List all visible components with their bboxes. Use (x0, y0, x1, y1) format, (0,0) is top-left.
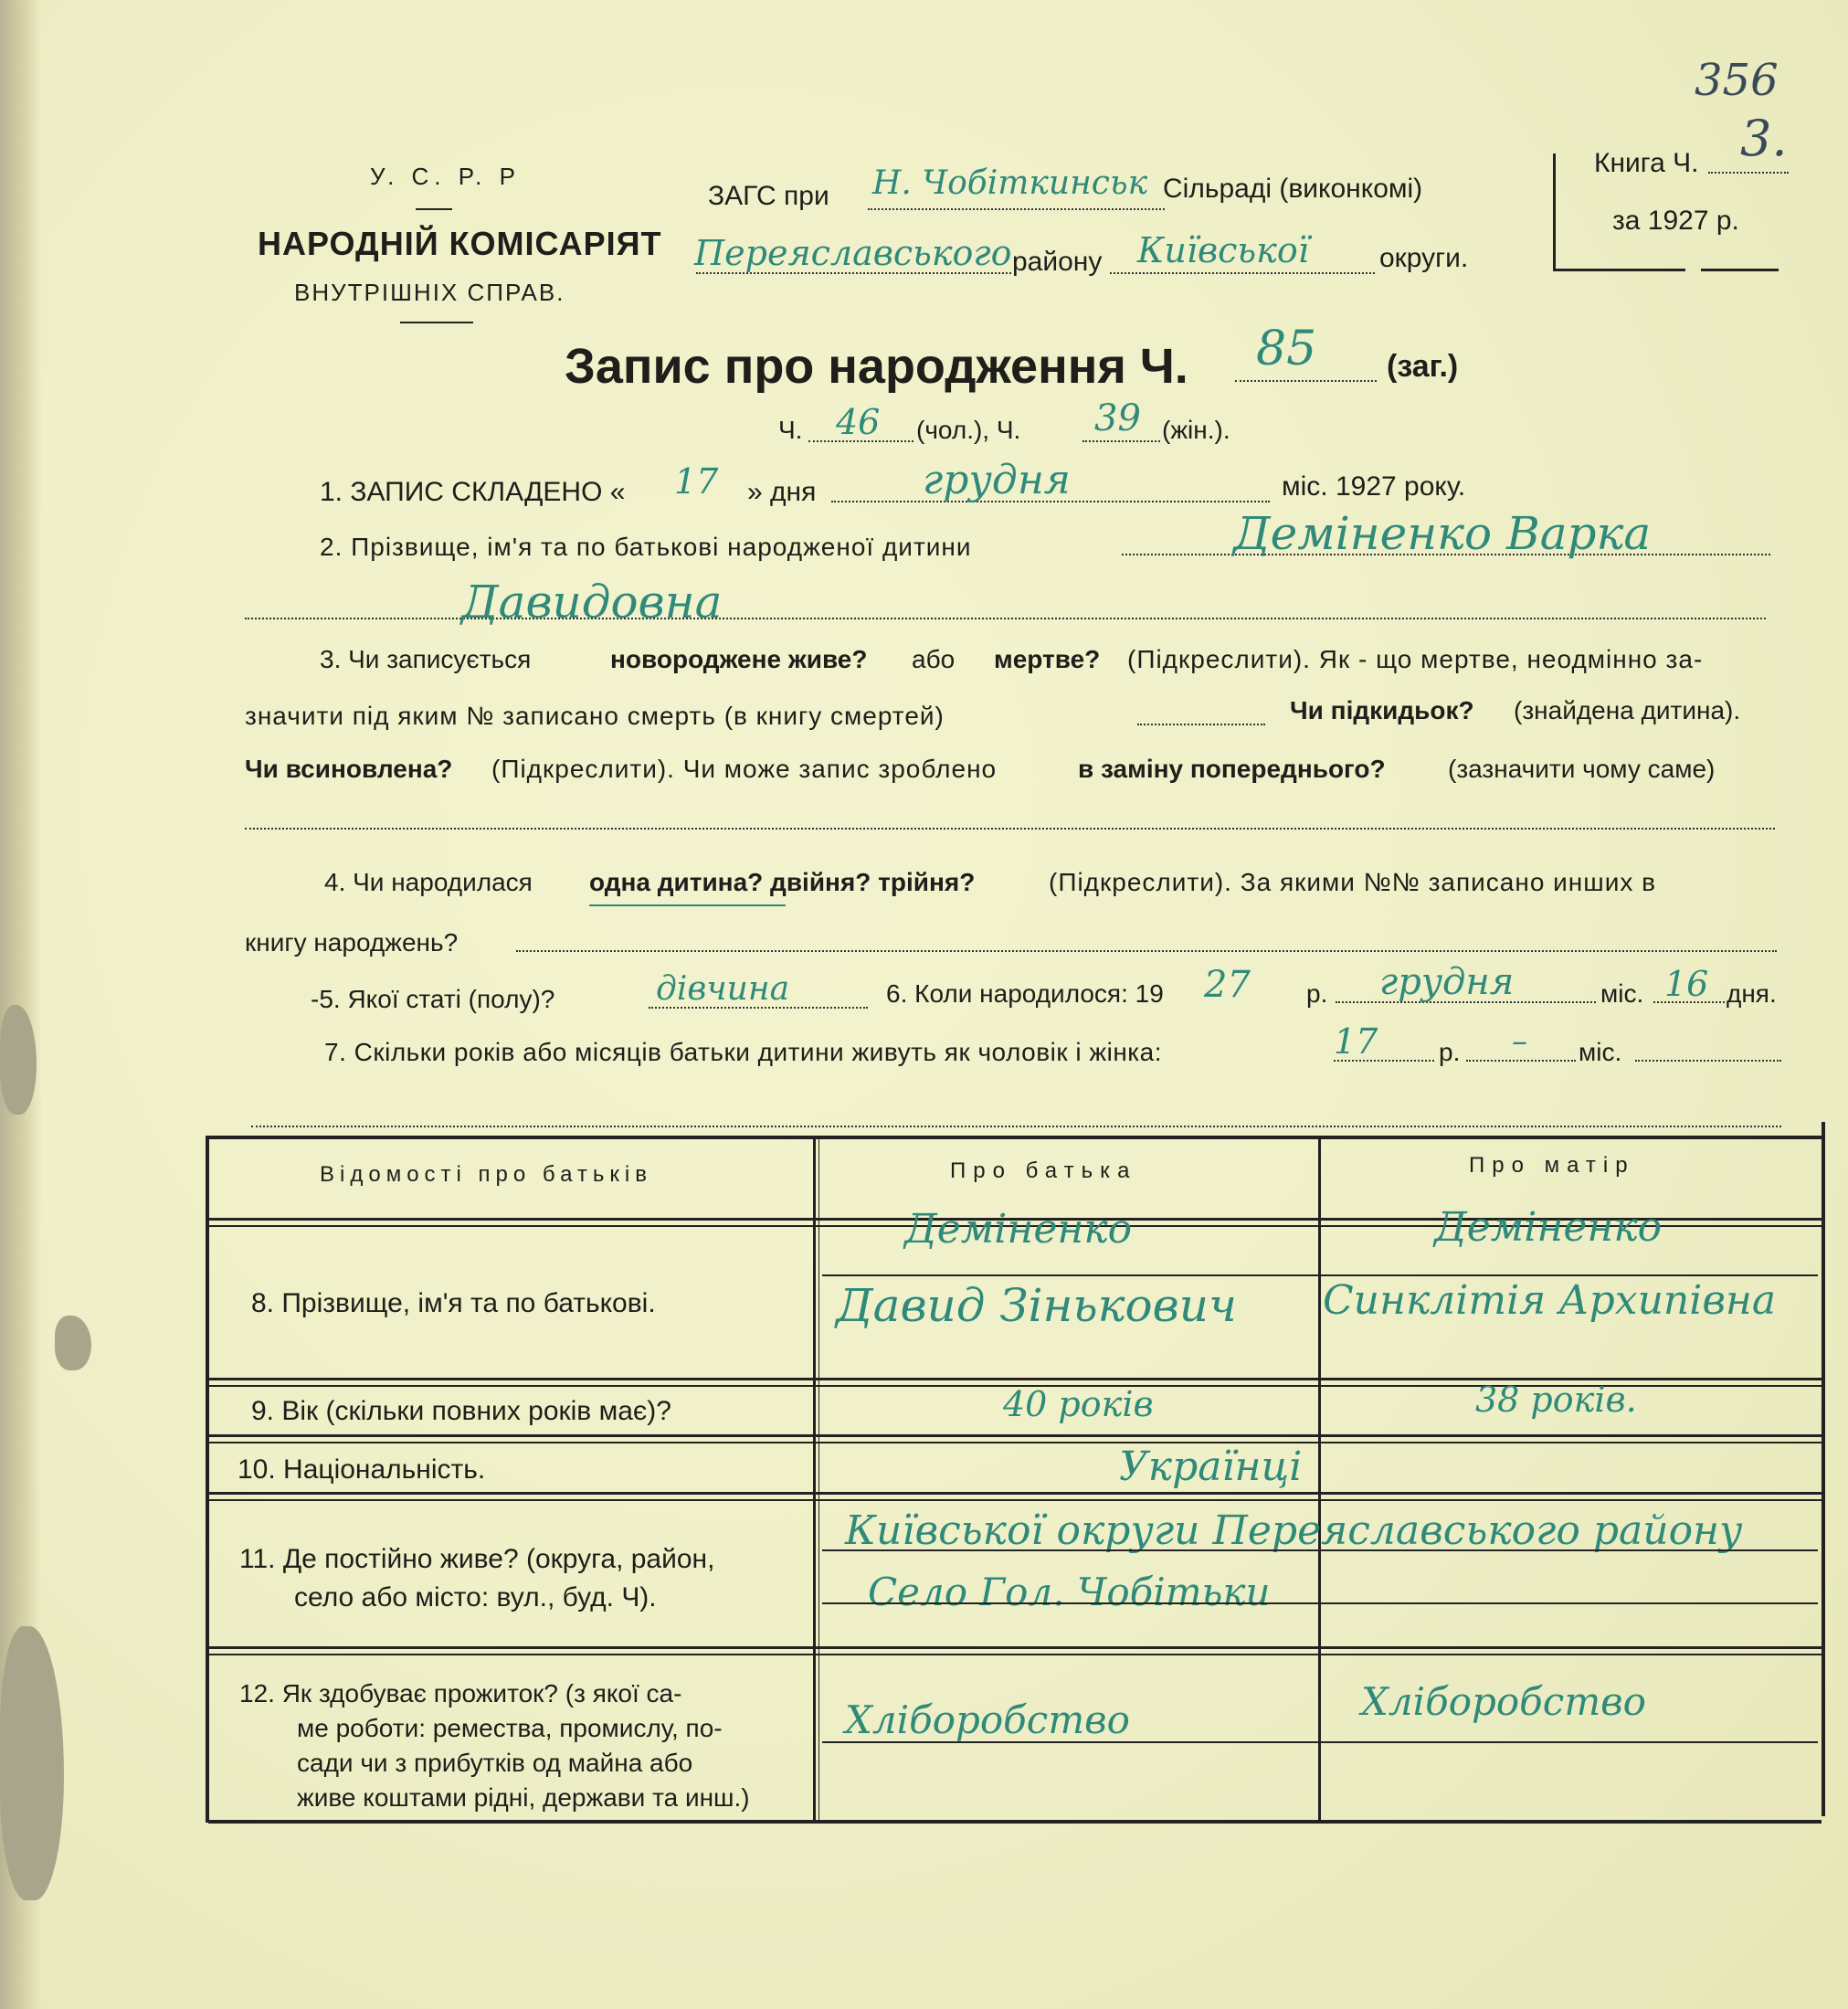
dotted-line (1235, 380, 1377, 382)
zags-village-value: Н. Чобіткинськ (872, 164, 1148, 202)
marriage-years-value: 17 (1334, 1021, 1378, 1062)
record-number: 85 (1256, 322, 1317, 376)
mother-name-value: Синклітія Архипівна (1323, 1277, 1777, 1324)
table-row-divider (208, 1654, 1822, 1655)
item1-mid: » дня (747, 477, 817, 507)
father-surname-value: Деміненко (904, 1206, 1133, 1253)
book-year: за 1927 р. (1612, 206, 1739, 236)
female-count-value: 39 (1094, 397, 1141, 439)
cell-rule (822, 1549, 1818, 1551)
item3-or: або (912, 645, 956, 673)
item6-dnya: дня. (1727, 979, 1777, 1008)
table-row-divider (208, 1434, 1822, 1437)
sex-value: дівчина (656, 970, 790, 1008)
residence-value-1: Київської округи Переяславського району (845, 1507, 1743, 1554)
header-usrr: У. С. Р. Р (370, 163, 521, 190)
male-count-label: (чол.), Ч. (916, 416, 1021, 444)
item3-foundling: Чи підкидьок? (1290, 696, 1474, 724)
dotted-line (251, 1126, 1781, 1127)
raion-value: Переяславського (694, 233, 1012, 273)
item3-f: значити під яким № записано смерть (в книгу смертей) (245, 702, 945, 730)
row12-label-4: живе коштами рідні, держави та инш.) (297, 1783, 750, 1812)
archive-number: 356 (1695, 55, 1779, 106)
cell-rule (822, 1602, 1818, 1604)
table-border-left (206, 1136, 209, 1823)
table-col-divider (818, 1136, 819, 1823)
item1-prefix: 1. ЗАПИС СКЛАДЕНО « (320, 477, 626, 507)
item7-r: р. (1439, 1038, 1461, 1066)
item6-r: р. (1306, 979, 1328, 1008)
item3-replacement: в заміну попереднього? (1078, 755, 1386, 783)
father-occupation-value: Хліборобство (845, 1697, 1130, 1742)
book-box-border (1553, 269, 1685, 271)
table-col-divider (1318, 1136, 1321, 1823)
table-border-right (1822, 1122, 1825, 1816)
item4-options: одна дитина? двійня? трійня? (589, 868, 976, 896)
father-age-value: 40 років (1003, 1384, 1154, 1424)
birth-year-value: 27 (1204, 964, 1251, 1006)
raion-label: району (1012, 247, 1103, 277)
cell-rule (822, 1741, 1818, 1743)
table-col-divider (813, 1136, 816, 1823)
table-header-father: Про батька (950, 1158, 1137, 1183)
mother-surname-value: Деміненко (1434, 1204, 1663, 1251)
divider (400, 322, 473, 323)
dotted-line (1082, 440, 1160, 442)
row12-label-3: сади чи з прибутків од майна або (297, 1749, 693, 1777)
item7-mis: міс. (1579, 1038, 1622, 1066)
book-box-border (1701, 269, 1779, 271)
residence-value-2: Село Гол. Чобітьки (868, 1570, 1271, 1614)
marriage-months-value: – (1512, 1023, 1527, 1060)
table-border-bottom (208, 1820, 1822, 1824)
zags-suffix: Сільраді (виконкомі) (1163, 174, 1423, 204)
table-row-divider (208, 1492, 1822, 1495)
row9-label: 9. Вік (скільки повних років має)? (251, 1396, 671, 1426)
table-header-info: Відомості про батьків (320, 1162, 652, 1187)
dotted-line (516, 950, 1777, 952)
male-count-value: 46 (836, 402, 881, 442)
paper-damage (55, 1316, 91, 1370)
book-label: Книга Ч. (1594, 148, 1699, 178)
mother-age-value: 38 років. (1475, 1380, 1637, 1420)
sub-ch1: Ч. (778, 416, 803, 444)
item3-a: 3. Чи записується (320, 645, 532, 673)
record-title: Запис про народження Ч. (565, 339, 1188, 394)
father-name-value: Давид Зінькович (836, 1279, 1238, 1332)
okruha-value: Київської (1137, 230, 1309, 270)
book-number: 3. (1740, 110, 1788, 167)
header-commissariat: НАРОДНІЙ КОМІСАРІЯТ (258, 225, 662, 262)
mother-occupation-value: Хліборобство (1361, 1679, 1646, 1724)
item4-d: книгу народжень? (245, 928, 459, 957)
row11-label-1: 11. Де постійно живе? (округа, район, (239, 1544, 715, 1574)
child-name-value: Деміненко Варка (1233, 507, 1652, 560)
item6-label: 6. Коли народилося: 19 (886, 979, 1164, 1008)
table-row-divider (208, 1499, 1822, 1501)
item4-c: (Підкреслити). За якими №№ записано инших в (1049, 868, 1657, 896)
book-box-border (1553, 153, 1556, 270)
dotted-line (1708, 172, 1789, 174)
dotted-line (1466, 1060, 1576, 1062)
item3-h: (знайдена дитина). (1514, 696, 1741, 724)
dotted-line (1137, 724, 1265, 725)
row12-label-1: 12. Як здобуває прожиток? (з якої са- (239, 1679, 682, 1708)
item3-j: (Підкреслити). Чи може запис зроблено (491, 755, 998, 783)
birth-day-value: 16 (1664, 964, 1709, 1004)
item1-month-value: грудня (923, 457, 1071, 503)
item3-alive: новороджене живе? (610, 645, 868, 673)
okruha-label: округи. (1379, 243, 1469, 273)
item2-label: 2. Прізвище, ім'я та по батькові народженої дитини (320, 533, 972, 561)
nationality-value: Українці (1119, 1443, 1303, 1490)
record-suffix: (заг.) (1387, 349, 1459, 384)
item1-suffix: міс. 1927 року. (1282, 471, 1466, 502)
item7-label: 7. Скільки років або місяців батьки дитини живуть як чоловік і жінка: (324, 1038, 1162, 1066)
item6-mis: міс. (1600, 979, 1644, 1008)
cell-rule (822, 1274, 1818, 1276)
dotted-line (245, 828, 1775, 830)
row11-label-2: село або місто: вул., буд. Ч). (294, 1582, 657, 1612)
item3-adopted: Чи всиновлена? (245, 755, 453, 783)
table-row-divider (208, 1646, 1822, 1649)
birth-month-value: грудня (1379, 961, 1515, 1003)
divider (416, 208, 452, 210)
header-internal-affairs: ВНУТРІШНІХ СПРАВ. (294, 279, 565, 306)
dotted-line (868, 208, 1165, 210)
zags-prefix: ЗАГС при (708, 181, 829, 211)
row8-label: 8. Прізвище, ім'я та по батькові. (251, 1288, 656, 1318)
underline-one-child (589, 904, 786, 906)
item1-day-value: 17 (674, 461, 719, 502)
item3-l: (зазначити чому саме) (1448, 755, 1716, 783)
table-border-top (206, 1136, 1824, 1139)
table-header-mother: Про матір (1469, 1153, 1635, 1178)
item3-dead: мертве? (994, 645, 1101, 673)
child-patronymic-value: Давидовна (461, 576, 723, 629)
item4-a: 4. Чи народилася (324, 868, 533, 896)
table-row-divider (208, 1442, 1822, 1443)
row10-label: 10. Національність. (238, 1454, 486, 1485)
item5-label: -5. Якої статі (полу)? (311, 985, 555, 1013)
paper-damage (0, 1626, 64, 1900)
item3-e: (Підкреслити). Як - що мертве, неодмінно за- (1127, 645, 1704, 673)
dotted-line (1635, 1060, 1781, 1062)
row12-label-2: ме роботи: ремества, промислу, по- (297, 1714, 723, 1742)
dotted-line (1110, 272, 1375, 274)
female-count-label: (жін.). (1162, 416, 1230, 444)
